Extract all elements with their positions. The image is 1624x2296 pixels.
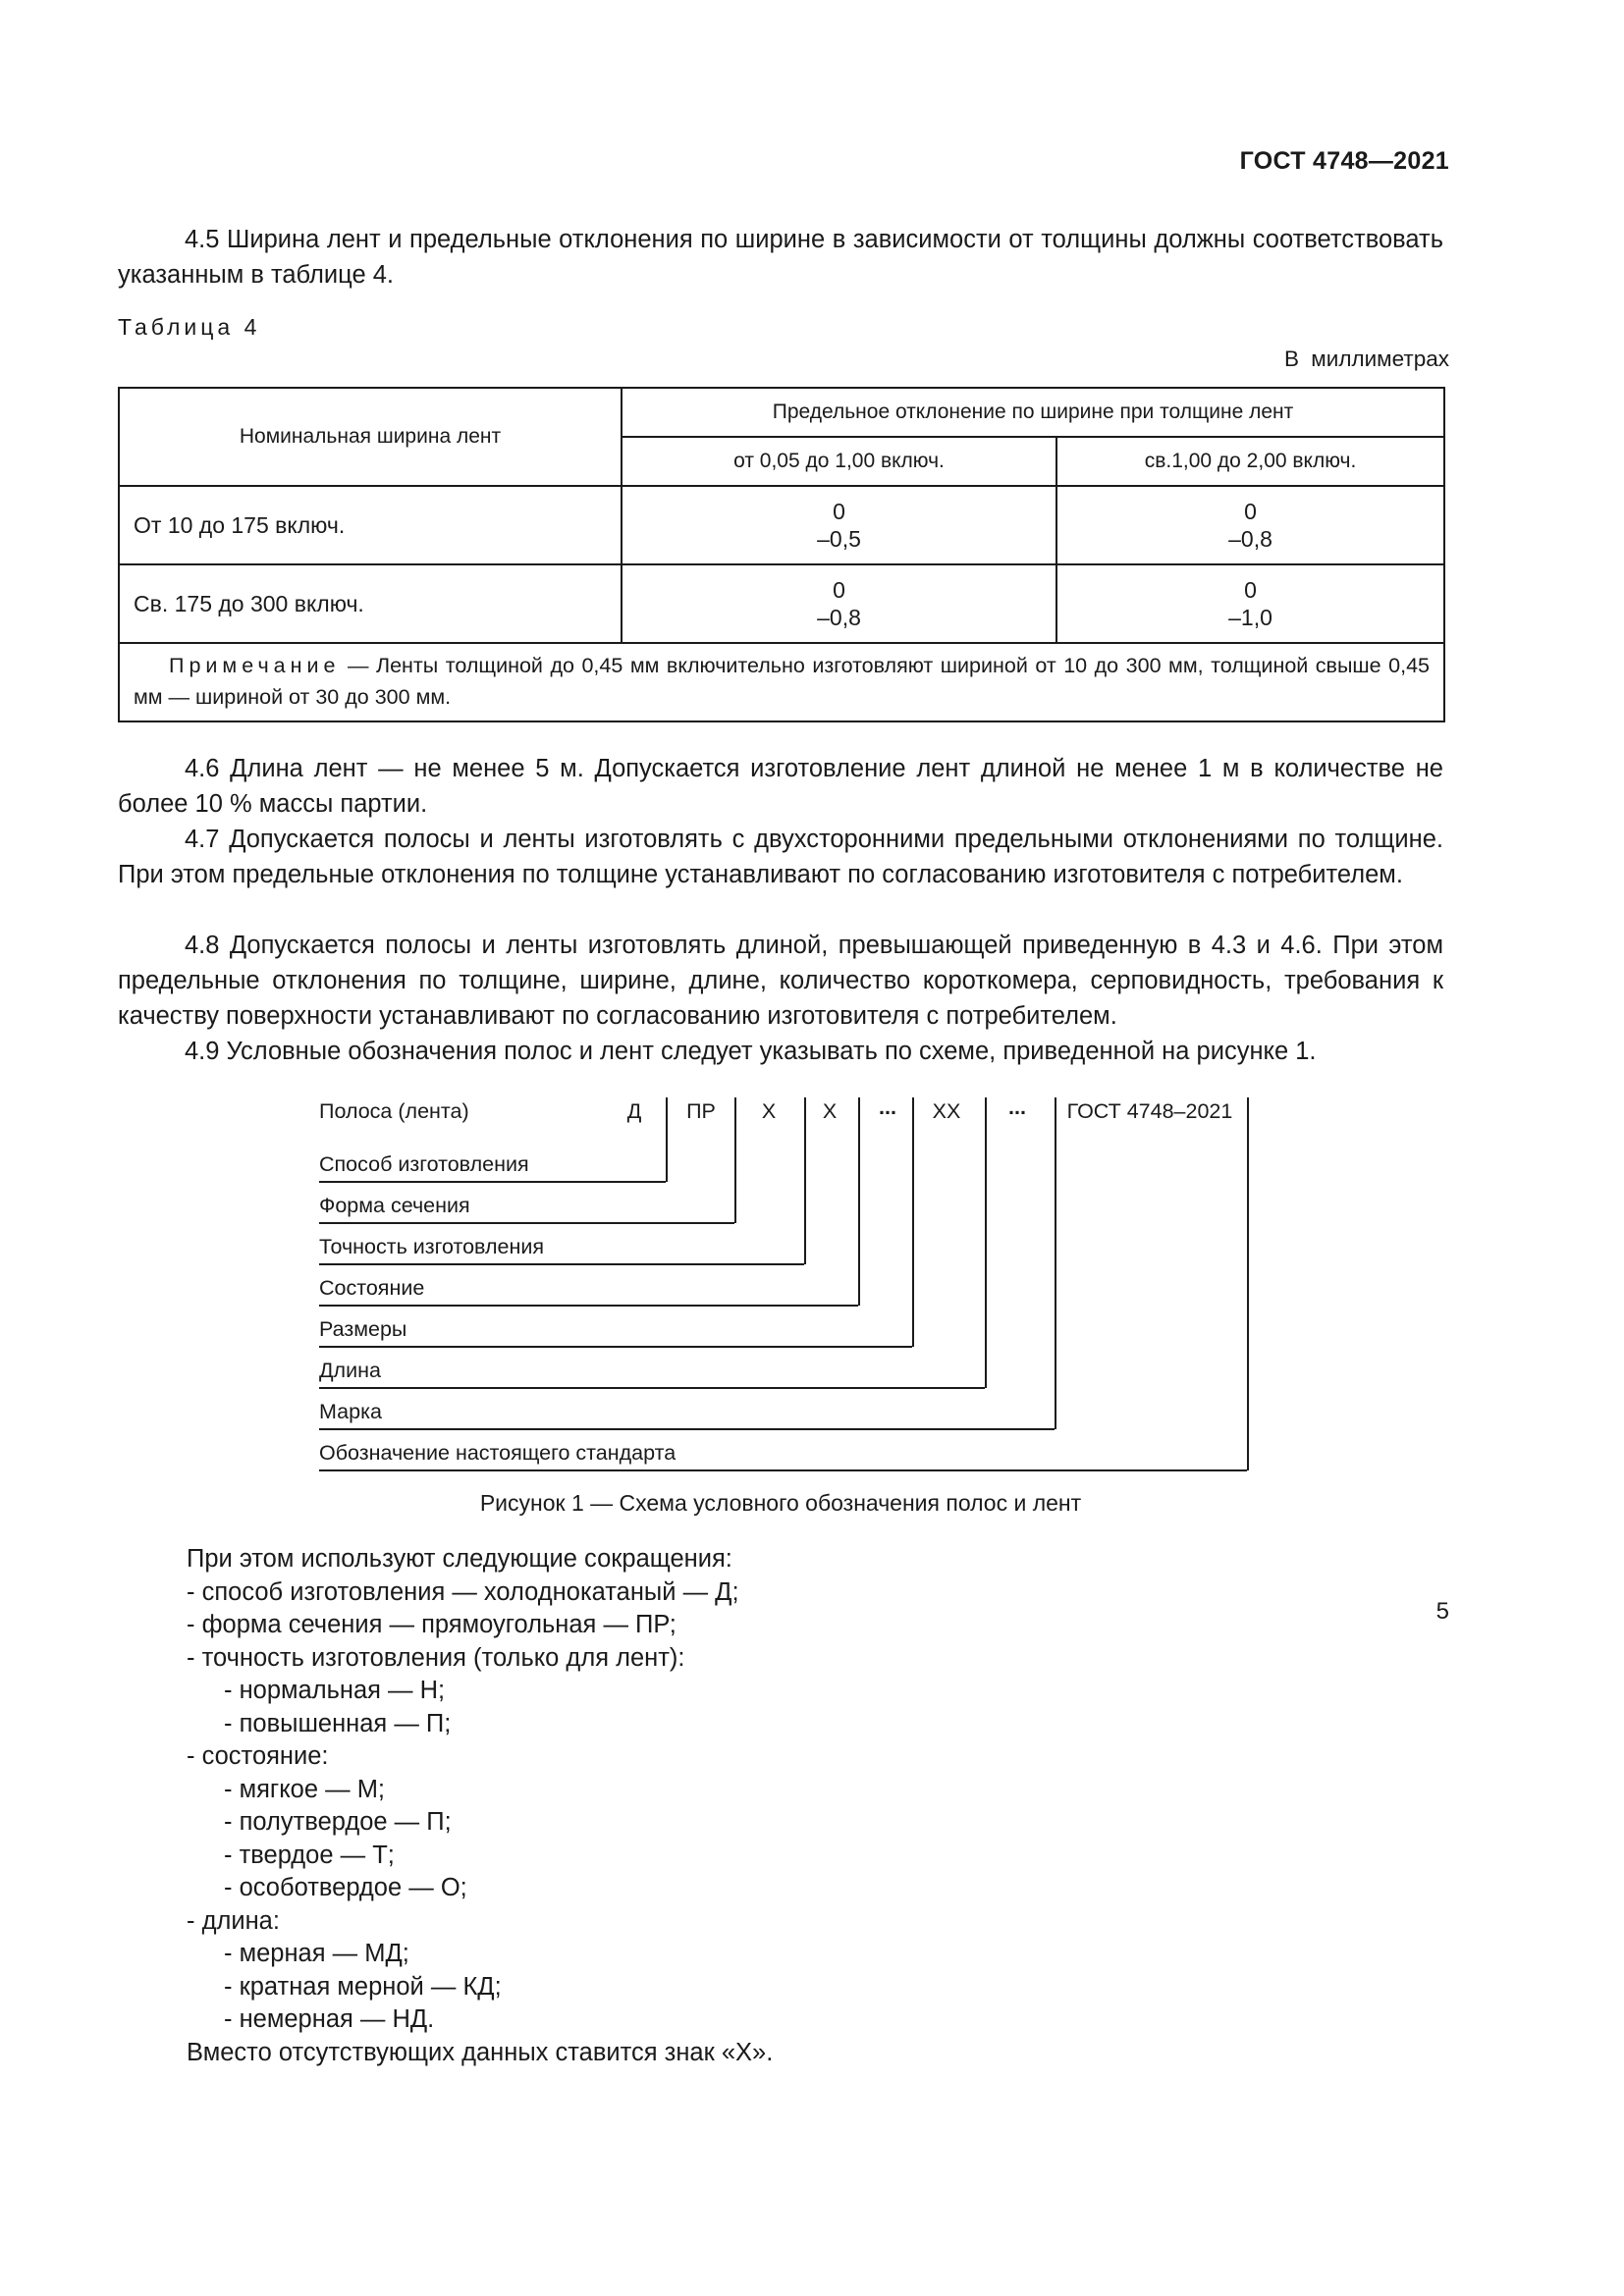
note-text: — Ленты толщиной до 0,45 мм включительно изготовляют шириной от 10 до 300 мм, толщиной свыше 0,45 мм — шириной от 30 до 300 мм. — [134, 654, 1431, 709]
paragraph-4-5: 4.5 Ширина лент и предельные отклонения по ширине в зависимости от толщины должны соответствовать указанным в таблице 4. — [118, 226, 1443, 289]
list-item: - состояние: — [187, 1742, 329, 1770]
list-item: - твердое — Т; — [224, 1841, 395, 1869]
note-label: Примечание — [169, 654, 341, 677]
code-state: Х — [822, 1099, 838, 1123]
label-state: Состояние — [319, 1276, 425, 1300]
tolerance-lower: –0,5 — [817, 526, 861, 552]
label-size: Размеры — [319, 1317, 407, 1341]
list-item: - кратная мерной — КД; — [224, 1972, 502, 2001]
document-standard-header: ГОСТ 4748—2021 — [1239, 147, 1449, 175]
leader-line — [319, 1305, 858, 1307]
list-item: - мягкое — М; — [224, 1775, 386, 1803]
separator-line — [1055, 1097, 1056, 1429]
label-grade: Марка — [319, 1400, 382, 1423]
tolerance-cell — [1056, 486, 1444, 564]
list-item: - нормальная — Н; — [224, 1677, 446, 1704]
tolerance-cell — [622, 486, 1056, 564]
list-item: - повышенная — П; — [224, 1709, 452, 1737]
leader-line — [319, 1387, 985, 1389]
label-standard: Обозначение настоящего стандарта — [319, 1441, 677, 1465]
list-item: - форма сечения — прямоугольная — ПР; — [187, 1611, 677, 1638]
tolerance-lower: –1,0 — [1228, 605, 1272, 630]
page-number: 5 — [1435, 1598, 1449, 1625]
code-method: Д — [626, 1099, 642, 1123]
label-section: Форма сечения — [319, 1194, 470, 1217]
table-caption: Таблица 4 — [118, 314, 261, 340]
tolerance-upper: 0 — [1244, 499, 1257, 524]
leader-line — [319, 1346, 912, 1348]
paragraph-4-9: 4.9 Условные обозначения полос и лент следует указывать по схеме, приведенной на рисунке 1. — [185, 1038, 1317, 1065]
paragraph-4-7: 4.7 Допускается полосы и ленты изготовлять с двухсторонними предельными отклонениями по толщине. При этом предельные отклонения по толщине устанавливают по согласованию изготовителя с потребителем. — [118, 826, 1443, 888]
leader-line — [319, 1469, 1247, 1471]
code-grade: ... — [1008, 1095, 1026, 1119]
abbreviation-list — [187, 1543, 773, 2069]
scheme-title: Полоса (лента) — [319, 1099, 469, 1123]
figure-caption: Рисунок 1 — Схема условного обозначения полос и лент — [479, 1490, 1082, 1516]
header-nominal-width: Номинальная ширина лент — [119, 388, 622, 486]
abbrev-closing: Вместо отсутствующих данных ставится знак «Х». — [187, 2038, 774, 2066]
table-units: В миллиметрах — [1284, 347, 1449, 371]
leader-line — [319, 1222, 734, 1224]
code-standard: ГОСТ 4748–2021 — [1066, 1099, 1233, 1123]
paragraph-4-6: 4.6 Длина лент — не менее 5 м. Допускается изготовление лент длиной не менее 1 м в количестве не более 10 % массы партии. — [118, 755, 1443, 818]
abbrev-intro: При этом используют следующие сокращения: — [187, 1545, 732, 1573]
separator-line — [1247, 1097, 1249, 1470]
list-item: - мерная — МД; — [224, 1940, 409, 1967]
tolerance-lower: –0,8 — [1228, 526, 1272, 552]
table-row — [119, 486, 1444, 564]
tolerance-upper: 0 — [1244, 577, 1257, 603]
separator-line — [666, 1097, 668, 1182]
code-length: ХХ — [932, 1099, 961, 1123]
width-tolerance-table — [118, 387, 1445, 722]
separator-line — [985, 1097, 987, 1388]
separator-line — [804, 1097, 806, 1264]
list-item: - способ изготовления — холоднокатаный — Д; — [187, 1577, 739, 1606]
separator-line — [734, 1097, 736, 1223]
row-label: От 10 до 175 включ. — [119, 486, 622, 564]
code-section: ПР — [686, 1099, 716, 1123]
list-item: - немерная — НД. — [224, 2005, 435, 2033]
separator-line — [858, 1097, 860, 1306]
tolerance-upper: 0 — [833, 577, 845, 603]
row-label: Св. 175 до 300 включ. — [119, 564, 622, 643]
list-item: - полутвердое — П; — [224, 1808, 452, 1836]
leader-line — [319, 1428, 1055, 1430]
code-accuracy: Х — [761, 1099, 777, 1123]
list-item: - длина: — [187, 1906, 280, 1935]
leader-line — [319, 1181, 666, 1183]
header-thickness-a: от 0,05 до 1,00 включ. — [622, 437, 1056, 486]
paragraph-4-8: 4.8 Допускается полосы и ленты изготовлять длиной, превышающей приведенную в 4.3 и 4.6. При этом предельные отклонения по толщине, ширине, длине, количество короткомера, серповидность, требования к качеству поверхности устанавливают по согласованию изготовителя с потребителем. — [118, 932, 1443, 1030]
table-note — [119, 643, 1444, 721]
tolerance-upper: 0 — [833, 499, 845, 524]
list-item: - точность изготовления (только для лент): — [187, 1643, 685, 1672]
label-accuracy: Точность изготовления — [319, 1235, 544, 1258]
leader-line — [319, 1263, 804, 1265]
abbrev-items — [187, 1576, 773, 2037]
list-item: - особотвердое — О; — [224, 1874, 467, 1901]
tolerance-cell — [622, 564, 1056, 643]
tolerance-lower: –0,8 — [817, 605, 861, 630]
label-method: Способ изготовления — [319, 1152, 529, 1176]
label-length: Длина — [319, 1359, 381, 1382]
table-row — [119, 564, 1444, 643]
tolerance-cell — [1056, 564, 1444, 643]
separator-line — [912, 1097, 914, 1347]
header-tolerance-group: Предельное отклонение по ширине при толщине лент — [622, 388, 1444, 437]
header-thickness-b: св.1,00 до 2,00 включ. — [1056, 437, 1444, 486]
code-size: ... — [879, 1095, 896, 1119]
